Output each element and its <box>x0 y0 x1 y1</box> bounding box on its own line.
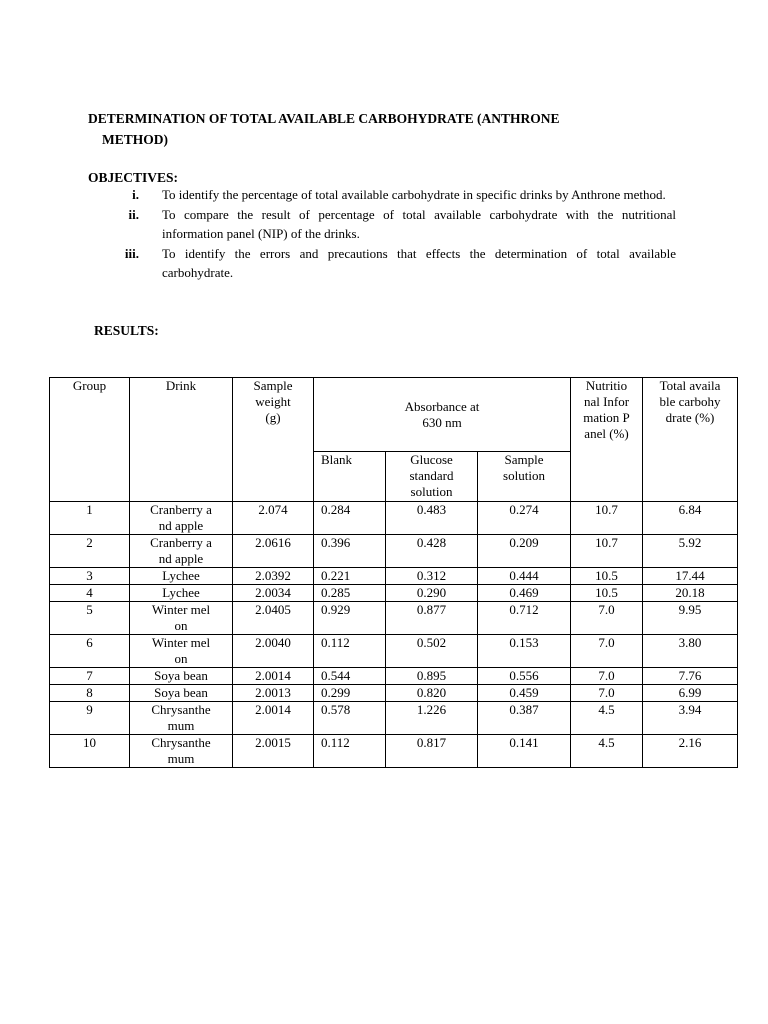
row-blank-cell: 0.544 <box>314 668 386 685</box>
objective-item <box>88 185 676 205</box>
row-drink-cell: Lychee <box>130 568 233 585</box>
row-group-cell: 9 <box>50 702 130 735</box>
row-nip-cell: 7.0 <box>571 635 643 668</box>
table-row <box>50 568 738 585</box>
row-nip-cell: 10.5 <box>571 568 643 585</box>
row-nip-cell: 10.5 <box>571 585 643 602</box>
row-sample-cell: 0.459 <box>478 685 571 702</box>
table-row <box>50 585 738 602</box>
row-blank-cell: 0.396 <box>314 535 386 568</box>
results-heading: RESULTS: <box>94 323 159 338</box>
row-group-cell: 1 <box>50 502 130 535</box>
title-line-2: METHOD) <box>102 132 168 147</box>
row-total-cell: 2.16 <box>643 735 738 768</box>
objective-text: To compare the result of percentage of total available carbohydrate with the nutritional information panel (NIP) of the drinks. <box>162 206 676 241</box>
row-glucose-cell: 0.502 <box>386 635 478 668</box>
row-glucose-cell: 0.820 <box>386 685 478 702</box>
row-nip-cell: 7.0 <box>571 685 643 702</box>
row-group-cell: 6 <box>50 635 130 668</box>
table-row <box>50 535 738 568</box>
row-sample-cell: 0.153 <box>478 635 571 668</box>
row-blank-cell: 0.221 <box>314 568 386 585</box>
row-weight-cell: 2.0405 <box>233 602 314 635</box>
row-blank-cell: 0.112 <box>314 635 386 668</box>
title-line-1: DETERMINATION OF TOTAL AVAILABLE CARBOHYDRATE (ANTHRONE <box>88 111 560 126</box>
row-weight-cell: 2.0040 <box>233 635 314 668</box>
objective-number: iii. <box>124 245 139 261</box>
header-group: Group <box>50 378 130 502</box>
row-nip-cell: 10.7 <box>571 535 643 568</box>
header-nip: Nutritional Information Panel (%) <box>571 378 643 502</box>
objective-item <box>88 205 676 244</box>
row-glucose-cell: 0.895 <box>386 668 478 685</box>
row-blank-cell: 0.578 <box>314 702 386 735</box>
objectives-list <box>88 185 676 283</box>
objective-number: ii. <box>128 206 139 222</box>
objectives-heading: OBJECTIVES: <box>88 170 179 185</box>
row-weight-cell: 2.0392 <box>233 568 314 585</box>
row-nip-cell: 4.5 <box>571 702 643 735</box>
row-blank-cell: 0.929 <box>314 602 386 635</box>
row-sample-cell: 0.556 <box>478 668 571 685</box>
row-sample-cell: 0.469 <box>478 585 571 602</box>
row-drink-cell: Chrysanthemum <box>130 735 233 768</box>
row-group-cell: 2 <box>50 535 130 568</box>
row-weight-cell: 2.074 <box>233 502 314 535</box>
objective-number: i. <box>132 187 139 202</box>
table-row <box>50 702 738 735</box>
row-drink-cell: Winter melon <box>130 635 233 668</box>
row-blank-cell: 0.112 <box>314 735 386 768</box>
row-drink-cell: Chrysanthemum <box>130 702 233 735</box>
row-glucose-cell: 0.817 <box>386 735 478 768</box>
row-nip-cell: 4.5 <box>571 735 643 768</box>
row-blank-cell: 0.284 <box>314 502 386 535</box>
row-group-cell: 8 <box>50 685 130 702</box>
row-glucose-cell: 1.226 <box>386 702 478 735</box>
row-group-cell: 7 <box>50 668 130 685</box>
row-weight-cell: 2.0014 <box>233 668 314 685</box>
row-glucose-cell: 0.428 <box>386 535 478 568</box>
row-total-cell: 17.44 <box>643 568 738 585</box>
row-group-cell: 4 <box>50 585 130 602</box>
row-total-cell: 6.84 <box>643 502 738 535</box>
row-weight-cell: 2.0015 <box>233 735 314 768</box>
row-blank-cell: 0.285 <box>314 585 386 602</box>
objective-text: To identify the errors and precautions that effects the determination of total available carbohydrate. <box>162 245 676 280</box>
header-absorbance: Absorbance at 630 nm <box>314 378 571 452</box>
row-weight-cell: 2.0034 <box>233 585 314 602</box>
row-nip-cell: 7.0 <box>571 668 643 685</box>
row-nip-cell: 10.7 <box>571 502 643 535</box>
row-drink-cell: Cranberry and apple <box>130 535 233 568</box>
row-group-cell: 3 <box>50 568 130 585</box>
row-group-cell: 10 <box>50 735 130 768</box>
row-total-cell: 3.94 <box>643 702 738 735</box>
row-blank-cell: 0.299 <box>314 685 386 702</box>
row-total-cell: 9.95 <box>643 602 738 635</box>
row-sample-cell: 0.444 <box>478 568 571 585</box>
row-total-cell: 5.92 <box>643 535 738 568</box>
row-sample-cell: 0.141 <box>478 735 571 768</box>
header-sample-weight: Sample weight (g) <box>233 378 314 502</box>
table-row <box>50 635 738 668</box>
results-table <box>49 377 738 768</box>
objective-item <box>88 244 676 283</box>
row-drink-cell: Soya bean <box>130 685 233 702</box>
row-total-cell: 20.18 <box>643 585 738 602</box>
row-glucose-cell: 0.290 <box>386 585 478 602</box>
header-sample-solution: Sample solution <box>478 452 571 502</box>
row-glucose-cell: 0.312 <box>386 568 478 585</box>
row-sample-cell: 0.209 <box>478 535 571 568</box>
header-total: Total available carbohydrate (%) <box>643 378 738 502</box>
header-drink: Drink <box>130 378 233 502</box>
table-row <box>50 685 738 702</box>
row-total-cell: 3.80 <box>643 635 738 668</box>
row-sample-cell: 0.387 <box>478 702 571 735</box>
row-weight-cell: 2.0014 <box>233 702 314 735</box>
row-sample-cell: 0.712 <box>478 602 571 635</box>
row-total-cell: 7.76 <box>643 668 738 685</box>
row-sample-cell: 0.274 <box>478 502 571 535</box>
row-drink-cell: Lychee <box>130 585 233 602</box>
row-drink-cell: Cranberry and apple <box>130 502 233 535</box>
row-weight-cell: 2.0616 <box>233 535 314 568</box>
table-row <box>50 668 738 685</box>
table-row <box>50 502 738 535</box>
row-drink-cell: Soya bean <box>130 668 233 685</box>
row-group-cell: 5 <box>50 602 130 635</box>
row-nip-cell: 7.0 <box>571 602 643 635</box>
header-glucose: Glucose standard solution <box>386 452 478 502</box>
objective-text: To identify the percentage of total available carbohydrate in specific drinks by Anthrone method. <box>162 187 666 202</box>
row-weight-cell: 2.0013 <box>233 685 314 702</box>
table-row <box>50 602 738 635</box>
row-glucose-cell: 0.877 <box>386 602 478 635</box>
row-glucose-cell: 0.483 <box>386 502 478 535</box>
header-blank: Blank <box>314 452 386 502</box>
table-row <box>50 735 738 768</box>
row-total-cell: 6.99 <box>643 685 738 702</box>
row-drink-cell: Winter melon <box>130 602 233 635</box>
document-title <box>88 108 559 150</box>
